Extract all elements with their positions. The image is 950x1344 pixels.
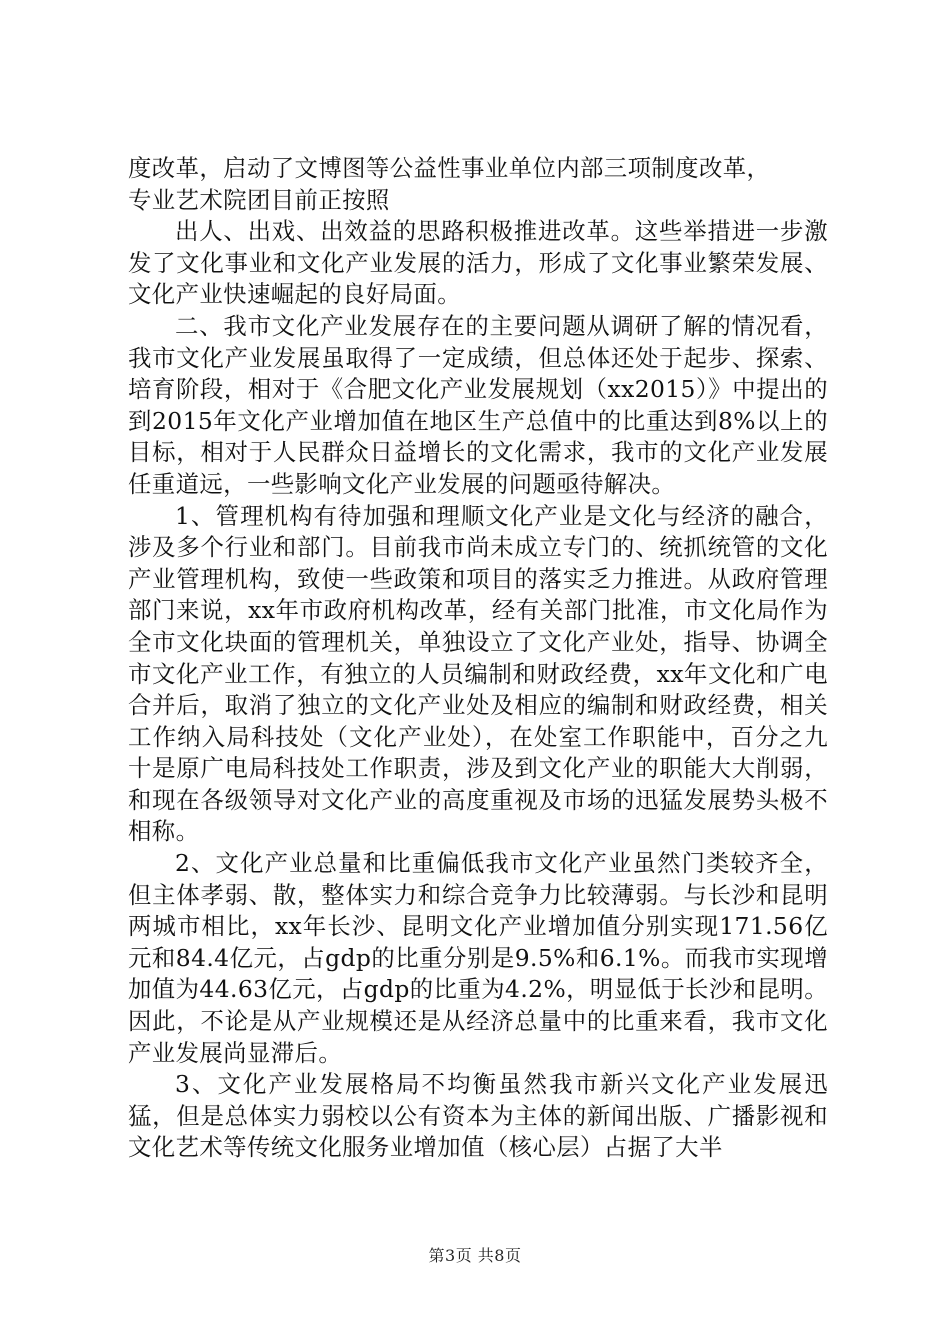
- document-body: [128, 153, 828, 1164]
- paragraph-4: 1、管理机构有待加强和理顺文化产业是文化与经济的融合，涉及多个行业和部门。目前我市尚未成立专门的、统抓统管的文化产业管理机构，致使一些政策和项目的落实乏力推进。从政府管理部门来说，xx年市政府机构改革，经有关部门批准，市文化局作为全市文化块面的管理机关，单独设立了文化产业处，指导、协调全市文化产业工作，有独立的人员编制和财政经费，xx年文化和广电合并后，取消了独立的文化产业处及相应的编制和财政经费，相关工作纳入局科技处（文化产业处），在处室工作职能中，百分之九十是原广电局科技处工作职责，涉及到文化产业的职能大大削弱，和现在各级领导对文化产业的高度重视及市场的迅猛发展势头极不相称。: [128, 501, 828, 846]
- paragraph-6: 3、文化产业发展格局不均衡虽然我市新兴文化产业发展迅猛，但是总体实力弱校以公有资本为主体的新闻出版、广播影视和文化艺术等传统文化服务业增加值（核心层）占据了大半: [128, 1070, 828, 1162]
- paragraph-5: 2、文化产业总量和比重偏低我市文化产业虽然门类较齐全，但主体孝弱、散，整体实力和综合竞争力比较薄弱。与长沙和昆明两城市相比，xx年长沙、昆明文化产业增加值分别实现171.56亿元和84.4亿元，占gdp的比重分别是9.5%和6.1%。而我市实现增加值为44.63亿元，占gdp的比重为4.2%，明显低于长沙和昆明。因此，不论是从产业规模还是从经济总量中的比重来看，我市文化产业发展尚显滞后。: [128, 849, 828, 1067]
- page-footer: 第3页 共8页: [428, 1246, 522, 1265]
- paragraph-1-line-2: 专业艺术院团目前正按照: [128, 185, 390, 214]
- paragraph-2: 出人、出戏、出效益的思路积极推进改革。这些举措进一步激发了文化事业和文化产业发展的活力，形成了文化事业繁荣发展、文化产业快速崛起的良好局面。: [128, 217, 828, 309]
- paragraph-1: [128, 153, 828, 216]
- paragraph-1-line-1: 度改革，启动了文博图等公益性事业单位内部三项制度改革，: [128, 154, 771, 182]
- paragraph-3: 二、我市文化产业发展存在的主要问题从调研了解的情况看，我市文化产业发展虽取得了一定成绩，但总体还处于起步、探索、培育阶段，相对于《合肥文化产业发展规划（xx2015）》中提出的到2015年文化产业增加值在地区生产总值中的比重达到8%以上的目标，相对于人民群众日益增长的文化需求，我市的文化产业发展任重道远，一些影响文化产业发展的问题亟待解决。: [128, 311, 828, 498]
